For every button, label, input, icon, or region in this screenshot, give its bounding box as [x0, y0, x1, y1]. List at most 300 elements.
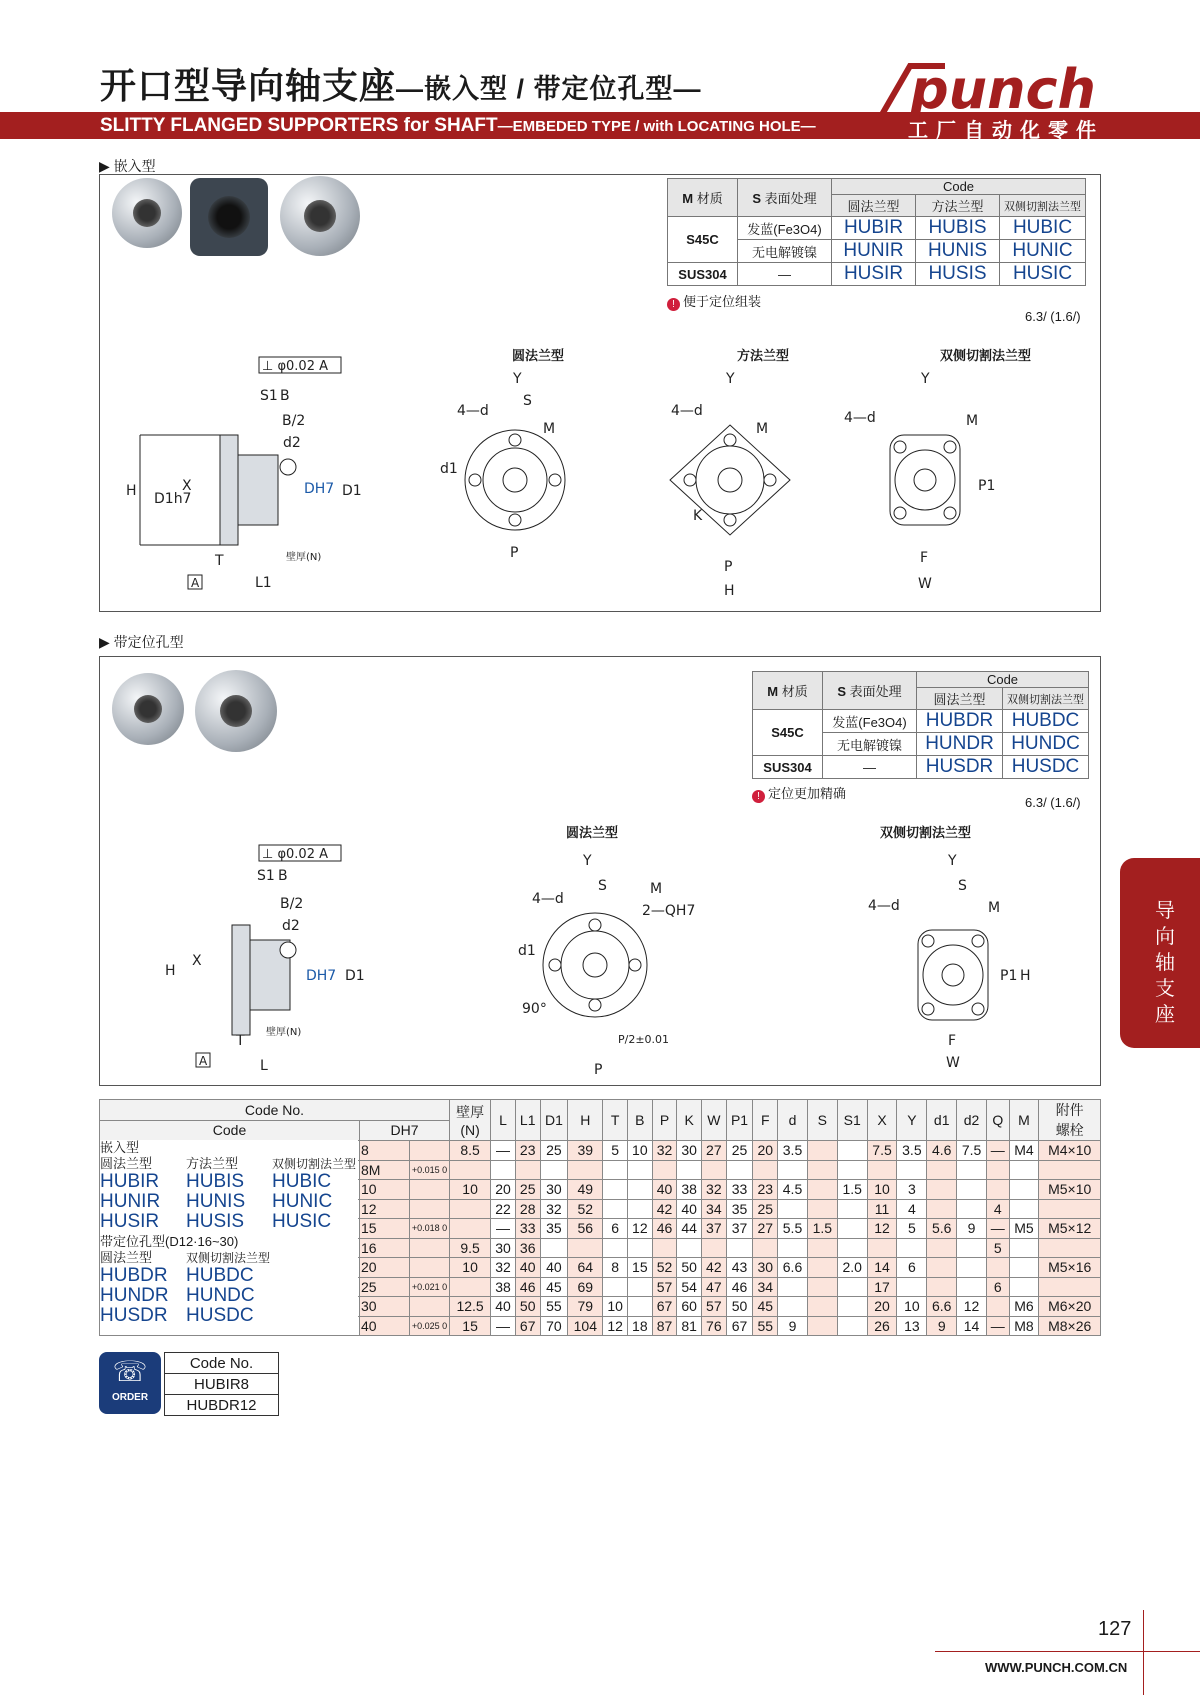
cell-n: 9.5: [450, 1238, 491, 1258]
cell-d1: [927, 1199, 957, 1219]
view-title-cut: 双侧切割法兰型: [940, 348, 1032, 363]
cell-T: 12: [603, 1316, 628, 1336]
cell-P1: 67: [726, 1316, 753, 1336]
section1-drawings: [120, 355, 1100, 610]
cell-Y: 4: [897, 1199, 927, 1219]
label-f: F: [920, 550, 929, 566]
cell-H: 56: [568, 1219, 603, 1239]
label-h-4: H: [165, 963, 176, 979]
cell-d2: [957, 1238, 987, 1258]
cell-L: 30: [491, 1238, 516, 1258]
cell-X: [867, 1160, 897, 1180]
cell-B: [627, 1277, 652, 1297]
cell-bolt: M5×10: [1039, 1180, 1101, 1200]
h-col-square: 方法兰型: [916, 195, 1000, 217]
surface-2: —: [823, 756, 917, 779]
cell-L1: 50: [515, 1297, 540, 1317]
code-cell: HUNIC: [1000, 240, 1086, 263]
label-m-2: M: [756, 421, 769, 437]
label-y-2: Y: [726, 371, 735, 387]
label-d1h7: D1h7: [154, 491, 192, 507]
cell-L: [491, 1160, 516, 1180]
cell-Q: —: [986, 1219, 1009, 1239]
cell-W: 34: [702, 1199, 727, 1219]
cell-d2: [957, 1258, 987, 1278]
cell-T: [603, 1180, 628, 1200]
cell-d1: 6.6: [927, 1297, 957, 1317]
cell-H: [568, 1160, 603, 1180]
code-cell: HUBIR: [832, 217, 916, 240]
codes-row-2: HUBDR HUBDC: [100, 1265, 254, 1286]
cell-S1: [837, 1160, 867, 1180]
h-col: S: [807, 1100, 837, 1141]
tol-cell: +0.021 0: [410, 1277, 450, 1297]
label-m-3: M: [966, 413, 979, 429]
cell-M: [1009, 1238, 1039, 1258]
dh7-cell: 40: [360, 1316, 410, 1336]
cell-P: 42: [652, 1199, 677, 1219]
type-square: 方法兰型: [186, 1156, 239, 1171]
roughness-2: 6.3/ (1.6/): [1025, 795, 1081, 810]
cell-F: 23: [753, 1180, 778, 1200]
label-4d-5: 4—d: [868, 898, 900, 914]
cell-B: 10: [627, 1141, 652, 1161]
label-dh7-2: DH7: [306, 968, 337, 984]
section2-label-text: 带定位孔型: [113, 634, 184, 650]
cell-T: 10: [603, 1297, 628, 1317]
cell-d1: [927, 1238, 957, 1258]
cell-P: [652, 1160, 677, 1180]
cell-D1: 32: [540, 1199, 568, 1219]
cell-F: 25: [753, 1199, 778, 1219]
cell-P: 52: [652, 1258, 677, 1278]
label-h-2: H: [724, 583, 735, 599]
label-d2-2: d2: [282, 918, 300, 934]
cell-H: 52: [568, 1199, 603, 1219]
type-row-2: 圆法兰型 双侧切割法兰型: [100, 1250, 271, 1265]
screw-head: [280, 459, 296, 475]
cell-S1: [837, 1141, 867, 1161]
cell-S: [807, 1258, 837, 1278]
cell-n: [450, 1199, 491, 1219]
view-title-square: 方法兰型: [737, 348, 790, 363]
label-b-2: B: [278, 868, 288, 884]
cell-B: [627, 1238, 652, 1258]
product-photo-round: [112, 178, 182, 248]
title-en: [100, 115, 816, 137]
dh7-cell: 15: [360, 1219, 410, 1239]
cell-W: 27: [702, 1141, 727, 1161]
cell-H: 64: [568, 1258, 603, 1278]
dh7-cell: 30: [360, 1297, 410, 1317]
cell-P1: 43: [726, 1258, 753, 1278]
code-cell: HUSIS: [916, 263, 1000, 286]
cell-K: 44: [677, 1219, 702, 1239]
cell-Y: 13: [897, 1316, 927, 1336]
cell-D1: 40: [540, 1258, 568, 1278]
cell-X: 7.5: [867, 1141, 897, 1161]
cell-bolt: [1039, 1238, 1101, 1258]
code-cell: HUSIC: [1000, 263, 1086, 286]
cell-d2: 7.5: [957, 1141, 987, 1161]
cell-T: [603, 1199, 628, 1219]
cell-T: [603, 1277, 628, 1297]
cell-W: [702, 1238, 727, 1258]
h-material: M 材质: [668, 179, 738, 217]
cell-Y: [897, 1160, 927, 1180]
cell-dd: 6.6: [778, 1258, 808, 1278]
cell-D1: 30: [540, 1180, 568, 1200]
h-code-2: Code: [917, 672, 1089, 688]
label-d1-2: D1: [345, 968, 365, 984]
dh7-cell: 16: [360, 1238, 410, 1258]
code-cell-2: HUSDR: [917, 756, 1003, 779]
cell-B: 18: [627, 1316, 652, 1336]
tol-cell: +0.025 0: [410, 1316, 450, 1336]
tol-cell: [410, 1238, 450, 1258]
h-col: P1: [726, 1100, 753, 1141]
cell-n: 8.5: [450, 1141, 491, 1161]
cell-P1: 46: [726, 1277, 753, 1297]
cell-T: [603, 1238, 628, 1258]
cell-F: [753, 1160, 778, 1180]
cell-S: [807, 1199, 837, 1219]
cell-H: 79: [568, 1297, 603, 1317]
cell-H: 39: [568, 1141, 603, 1161]
cell-M: [1009, 1180, 1039, 1200]
embed-label: 嵌入型: [100, 1140, 140, 1155]
cell-dd: 3.5: [778, 1141, 808, 1161]
view-title-cut-2: 双侧切割法兰型: [880, 825, 972, 840]
surface: —: [738, 263, 832, 286]
cell-M: [1009, 1277, 1039, 1297]
label-w-2: W: [946, 1055, 960, 1071]
cell-P1: 35: [726, 1199, 753, 1219]
cell-H: 49: [568, 1180, 603, 1200]
cell-d2: 9: [957, 1219, 987, 1239]
cell-d2: [957, 1160, 987, 1180]
h-col: F: [753, 1100, 778, 1141]
code-cell: HUSIR: [832, 263, 916, 286]
cell-F: 20: [753, 1141, 778, 1161]
side-tab: 导向轴支座: [1120, 858, 1200, 1048]
cell-L: —: [491, 1316, 516, 1336]
cell-d1: [927, 1258, 957, 1278]
label-s: S: [523, 393, 532, 409]
cell-S1: [837, 1219, 867, 1239]
cell-X: 10: [867, 1180, 897, 1200]
label-l1: L1: [255, 575, 272, 591]
cell-dd: [778, 1277, 808, 1297]
cell-S: [807, 1277, 837, 1297]
cell-P: 40: [652, 1180, 677, 1200]
h-col: L1: [515, 1100, 540, 1141]
cell-n: 10: [450, 1258, 491, 1278]
h-dh7: DH7: [360, 1120, 450, 1141]
dh7-cell: 8M: [360, 1160, 410, 1180]
cell-Y: 6: [897, 1258, 927, 1278]
label-y: Y: [513, 371, 522, 387]
cell-Q: —: [986, 1316, 1009, 1336]
cell-F: 30: [753, 1258, 778, 1278]
label-a: A: [191, 576, 200, 590]
cell-M: M4: [1009, 1141, 1039, 1161]
footer-vline: [1143, 1610, 1144, 1695]
material-2: S45C: [753, 710, 823, 756]
page-title: [100, 58, 702, 109]
section2-code-table: [752, 671, 1089, 779]
label-b2: B/2: [282, 413, 306, 429]
cell-Q: 5: [986, 1238, 1009, 1258]
cell-S1: [837, 1316, 867, 1336]
h-col: L: [491, 1100, 516, 1141]
cell-P: 32: [652, 1141, 677, 1161]
cell-X: 17: [867, 1277, 897, 1297]
label-s1-2: S1: [257, 868, 275, 884]
order-header: Code No.: [165, 1353, 279, 1374]
label-dh7: DH7: [304, 481, 335, 497]
cell-W: 37: [702, 1219, 727, 1239]
cell-T: [603, 1160, 628, 1180]
label-l: L: [260, 1058, 268, 1074]
label-s-4: S: [598, 878, 607, 894]
cell-Y: 5: [897, 1219, 927, 1239]
cell-L1: 28: [515, 1199, 540, 1219]
cell-K: [677, 1238, 702, 1258]
h-surface-2: S 表面处理: [823, 672, 917, 710]
cell-D1: [540, 1160, 568, 1180]
h-wall: 壁厚 (N): [450, 1100, 491, 1141]
surface-2: 无电解镀镍: [823, 733, 917, 756]
cell-L: 32: [491, 1258, 516, 1278]
h-col: d1: [927, 1100, 957, 1141]
h-codeno: Code No.: [100, 1100, 450, 1121]
label-p: P: [510, 545, 519, 561]
cell-S: [807, 1238, 837, 1258]
dh7-cell: 10: [360, 1180, 410, 1200]
cell-W: [702, 1160, 727, 1180]
cell-bolt: M8×26: [1039, 1316, 1101, 1336]
cell-Q: —: [986, 1141, 1009, 1161]
cell-bolt: M5×12: [1039, 1219, 1101, 1239]
cell-S: [807, 1180, 837, 1200]
cell-X: 11: [867, 1199, 897, 1219]
label-b: B: [280, 388, 290, 404]
h-surface: S 表面处理: [738, 179, 832, 217]
label-wall-2: 壁厚(N): [266, 1027, 302, 1038]
section1-label: ▶ 嵌入型: [99, 158, 156, 174]
cell-L1: 23: [515, 1141, 540, 1161]
label-b2-2: B/2: [280, 896, 304, 912]
label-4d-4: 4—d: [532, 891, 564, 907]
cell-M: [1009, 1160, 1039, 1180]
section1-code-table: [667, 178, 1086, 286]
h-col: X: [867, 1100, 897, 1141]
cell-L: 40: [491, 1297, 516, 1317]
label-t-2: T: [236, 1033, 245, 1049]
tol-cell: [410, 1258, 450, 1278]
surface: 无电解镀镍: [738, 240, 832, 263]
cell-L: 22: [491, 1199, 516, 1219]
dh7-cell: 25: [360, 1277, 410, 1297]
label-perp-2: ⊥ φ0.02 A: [262, 847, 329, 862]
label-y-3: Y: [921, 371, 930, 387]
brand-logo-text: punch: [910, 58, 1096, 120]
cell-H: 104: [568, 1316, 603, 1336]
h-col: B: [627, 1100, 652, 1141]
round-flange: [465, 430, 565, 530]
surface-2: 发蓝(Fe3O4): [823, 710, 917, 733]
title-cn: 开口型导向轴支座: [100, 65, 397, 106]
dh7-cell: 20: [360, 1258, 410, 1278]
section1-note: ! 便于定位组装: [667, 291, 761, 311]
label-x-2: X: [192, 953, 202, 969]
h-material-2: M 材质: [753, 672, 823, 710]
cell-X: 14: [867, 1258, 897, 1278]
tol-cell: [410, 1297, 450, 1317]
cell-K: 40: [677, 1199, 702, 1219]
label-y-5: Y: [948, 853, 957, 869]
h-col-round-2: 圆法兰型: [917, 688, 1003, 710]
order-table: [164, 1352, 279, 1416]
label-y-4: Y: [583, 853, 592, 869]
cell-H: [568, 1238, 603, 1258]
code-left-block: [100, 1140, 358, 1326]
cell-dd: 5.5: [778, 1219, 808, 1239]
label-x: X: [182, 478, 192, 494]
title-cn-sub: —嵌入型 / 带定位孔型—: [396, 74, 702, 104]
tol-cell: +0.018 0: [410, 1219, 450, 1239]
site-url: WWW.PUNCH.COM.CN: [985, 1660, 1128, 1675]
h-code: Code: [100, 1120, 360, 1141]
cell-L1: 46: [515, 1277, 540, 1297]
cell-d1: [927, 1277, 957, 1297]
cell-P1: 25: [726, 1141, 753, 1161]
cell-X: [867, 1238, 897, 1258]
cell-M: M6: [1009, 1297, 1039, 1317]
type-row: [100, 1156, 358, 1172]
h-bolt: 附件 螺栓: [1039, 1100, 1101, 1141]
section2-note: ! 定位更加精确: [752, 783, 846, 803]
code-cell-2: HUBDC: [1003, 710, 1089, 733]
cell-S1: 1.5: [837, 1180, 867, 1200]
label-p-2: P: [724, 559, 733, 575]
cell-n: [450, 1219, 491, 1239]
cell-S1: 2.0: [837, 1258, 867, 1278]
cell-W: 47: [702, 1277, 727, 1297]
cell-dd: [778, 1160, 808, 1180]
product-photo-cut: [280, 176, 360, 256]
cell-S1: [837, 1199, 867, 1219]
cell-Y: [897, 1277, 927, 1297]
label-d1s: d1: [440, 461, 458, 477]
cell-L1: 67: [515, 1316, 540, 1336]
cell-S1: [837, 1277, 867, 1297]
cell-d1: 9: [927, 1316, 957, 1336]
cell-P: 87: [652, 1316, 677, 1336]
cell-K: 30: [677, 1141, 702, 1161]
title-en-main: SLITTY FLANGED SUPPORTERS for SHAFT: [100, 115, 498, 136]
material-2: SUS304: [753, 756, 823, 779]
cell-n: 15: [450, 1316, 491, 1336]
cell-D1: 70: [540, 1316, 568, 1336]
section2-label: ▶ 带定位孔型: [99, 634, 184, 650]
cell-Q: [986, 1258, 1009, 1278]
cell-D1: [540, 1238, 568, 1258]
flange-side: [220, 435, 238, 545]
cell-X: 12: [867, 1219, 897, 1239]
h-col: Y: [897, 1100, 927, 1141]
label-d2: d2: [283, 435, 301, 451]
cell-H: 69: [568, 1277, 603, 1297]
material: S45C: [668, 217, 738, 263]
cell-T: 8: [603, 1258, 628, 1278]
label-p1-2: P1: [1000, 968, 1018, 984]
tol-cell: +0.015 0: [410, 1160, 450, 1180]
brand-logo: [870, 58, 1120, 120]
cell-n: 10: [450, 1180, 491, 1200]
label-t: T: [215, 553, 224, 569]
h-code: Code: [832, 179, 1086, 195]
cell-K: 38: [677, 1180, 702, 1200]
cell-d2: 14: [957, 1316, 987, 1336]
locating-label: 带定位孔型(D12·16~30): [100, 1234, 239, 1249]
cell-D1: 55: [540, 1297, 568, 1317]
label-a-2: A: [199, 1054, 208, 1068]
cell-X: 26: [867, 1316, 897, 1336]
cell-D1: 35: [540, 1219, 568, 1239]
cell-P: 46: [652, 1219, 677, 1239]
cell-n: 12.5: [450, 1297, 491, 1317]
h-col-round: 圆法兰型: [832, 195, 916, 217]
order-example: HUBIR8: [165, 1374, 279, 1395]
label-4d: 4—d: [457, 403, 489, 419]
square-flange: [670, 425, 790, 535]
cell-X: 20: [867, 1297, 897, 1317]
cell-B: [627, 1297, 652, 1317]
roughness-1: 6.3/ (1.6/): [1025, 309, 1081, 324]
cell-S1: [837, 1238, 867, 1258]
label-p1: P1: [978, 478, 996, 494]
cell-M: M8: [1009, 1316, 1039, 1336]
cell-bolt: [1039, 1199, 1101, 1219]
cell-P: [652, 1238, 677, 1258]
cell-L: 20: [491, 1180, 516, 1200]
cell-F: 27: [753, 1219, 778, 1239]
tagline: 工厂自动化零件: [908, 120, 1104, 142]
order-example: HUBDR12: [165, 1395, 279, 1416]
cell-d2: [957, 1199, 987, 1219]
type-round: 圆法兰型: [100, 1156, 153, 1171]
cell-bolt: M5×16: [1039, 1258, 1101, 1278]
cell-dd: 9: [778, 1316, 808, 1336]
codes-row-2: HUSDR HUSDC: [100, 1305, 254, 1326]
cell-L1: 33: [515, 1219, 540, 1239]
cell-d1: 4.6: [927, 1141, 957, 1161]
product-photo-cut-2: [195, 670, 277, 752]
label-w: W: [918, 576, 932, 592]
cell-Q: [986, 1160, 1009, 1180]
cell-D1: 45: [540, 1277, 568, 1297]
label-2q: 2—QH7: [642, 903, 696, 919]
order-icon: ☏ ORDER: [99, 1352, 161, 1414]
cell-bolt: M6×20: [1039, 1297, 1101, 1317]
cell-S: [807, 1316, 837, 1336]
cell-Q: [986, 1180, 1009, 1200]
cell-S: [807, 1160, 837, 1180]
cell-T: 5: [603, 1141, 628, 1161]
cell-d1: [927, 1160, 957, 1180]
